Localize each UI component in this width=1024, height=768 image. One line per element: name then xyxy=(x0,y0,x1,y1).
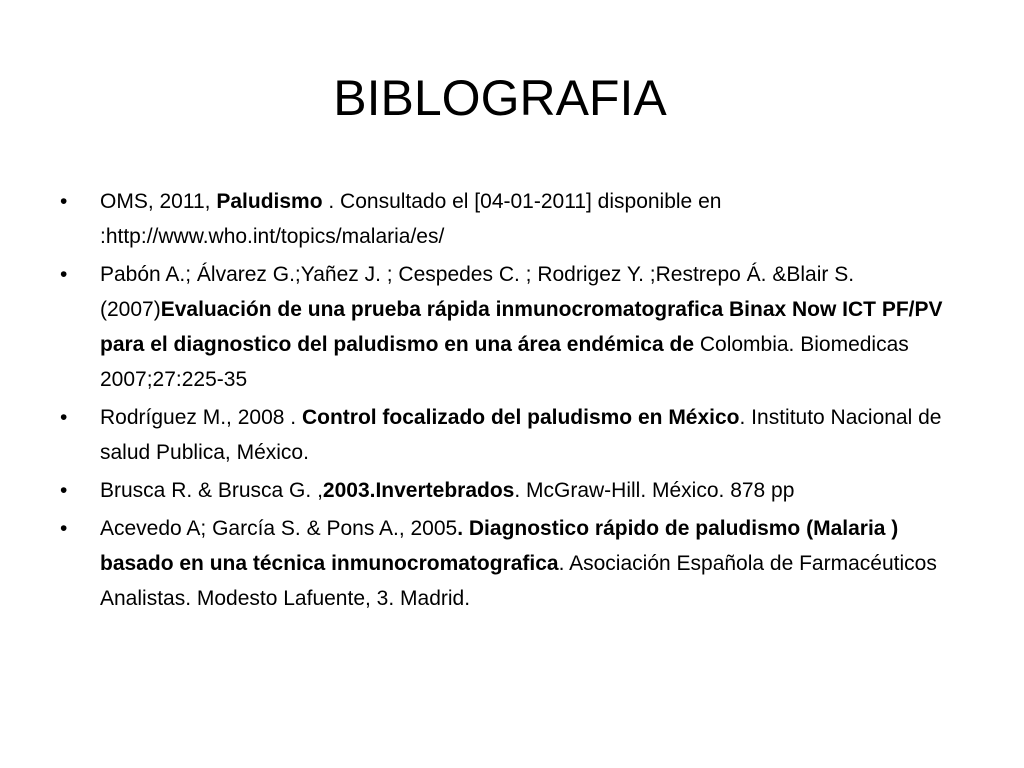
reference-text: . Instituto Nacional de salud Publica, México. xyxy=(100,406,942,464)
reference-text: Rodríguez M., 2008 . xyxy=(100,406,302,429)
bullet-icon: • xyxy=(60,190,68,213)
reference-item-acevedo xyxy=(60,511,965,616)
reference-item-brusca xyxy=(60,473,965,508)
reference-item-oms xyxy=(60,184,965,254)
reference-text: . Asociación Española de Farmacéuticos Analistas. Modesto Lafuente, 3. Madrid. xyxy=(100,552,937,610)
reference-text: . McGraw-Hill. México. 878 pp xyxy=(514,479,795,502)
reference-title: Control focalizado del paludismo en México xyxy=(301,406,740,429)
reference-text: Pabón A.; Álvarez G.;Yañez J. ; Cespedes C. ; Rodrigez Y. ;Restrepo Á. &Blair S. (2007) xyxy=(100,263,855,321)
bullet-icon: • xyxy=(60,406,68,429)
bullet-icon: • xyxy=(60,263,68,286)
reference-text: . Consultado el [04-01-2011] disponible en :http://www.who.int/topics/malaria/es/ xyxy=(100,190,722,248)
reference-text: Colombia. Biomedicas 2007;27:225-35 xyxy=(100,333,909,391)
reference-item-pabon xyxy=(60,257,965,397)
bullet-icon: • xyxy=(60,479,68,502)
reference-text: OMS, 2011, xyxy=(100,190,217,213)
bullet-icon: • xyxy=(60,517,68,540)
slide-title: BIBLOGRAFIA xyxy=(333,69,667,126)
reference-title: Paludismo xyxy=(216,190,323,213)
reference-title: . Diagnostico rápido de paludismo (Malaria ) basado en una técnica inmunocromatografica xyxy=(100,517,899,575)
reference-text: Acevedo A; García S. & Pons A., 2005 xyxy=(100,517,458,540)
reference-title: Evaluación de una prueba rápida inmunocromatografica Binax Now ICT PF/PV para el diagnostico del paludismo en una área endémica de xyxy=(100,298,943,356)
reference-item-rodriguez xyxy=(60,400,965,470)
reference-title: 2003.Invertebrados xyxy=(322,479,515,502)
reference-text: Brusca R. & Brusca G. , xyxy=(100,479,323,502)
references-list xyxy=(60,184,965,619)
